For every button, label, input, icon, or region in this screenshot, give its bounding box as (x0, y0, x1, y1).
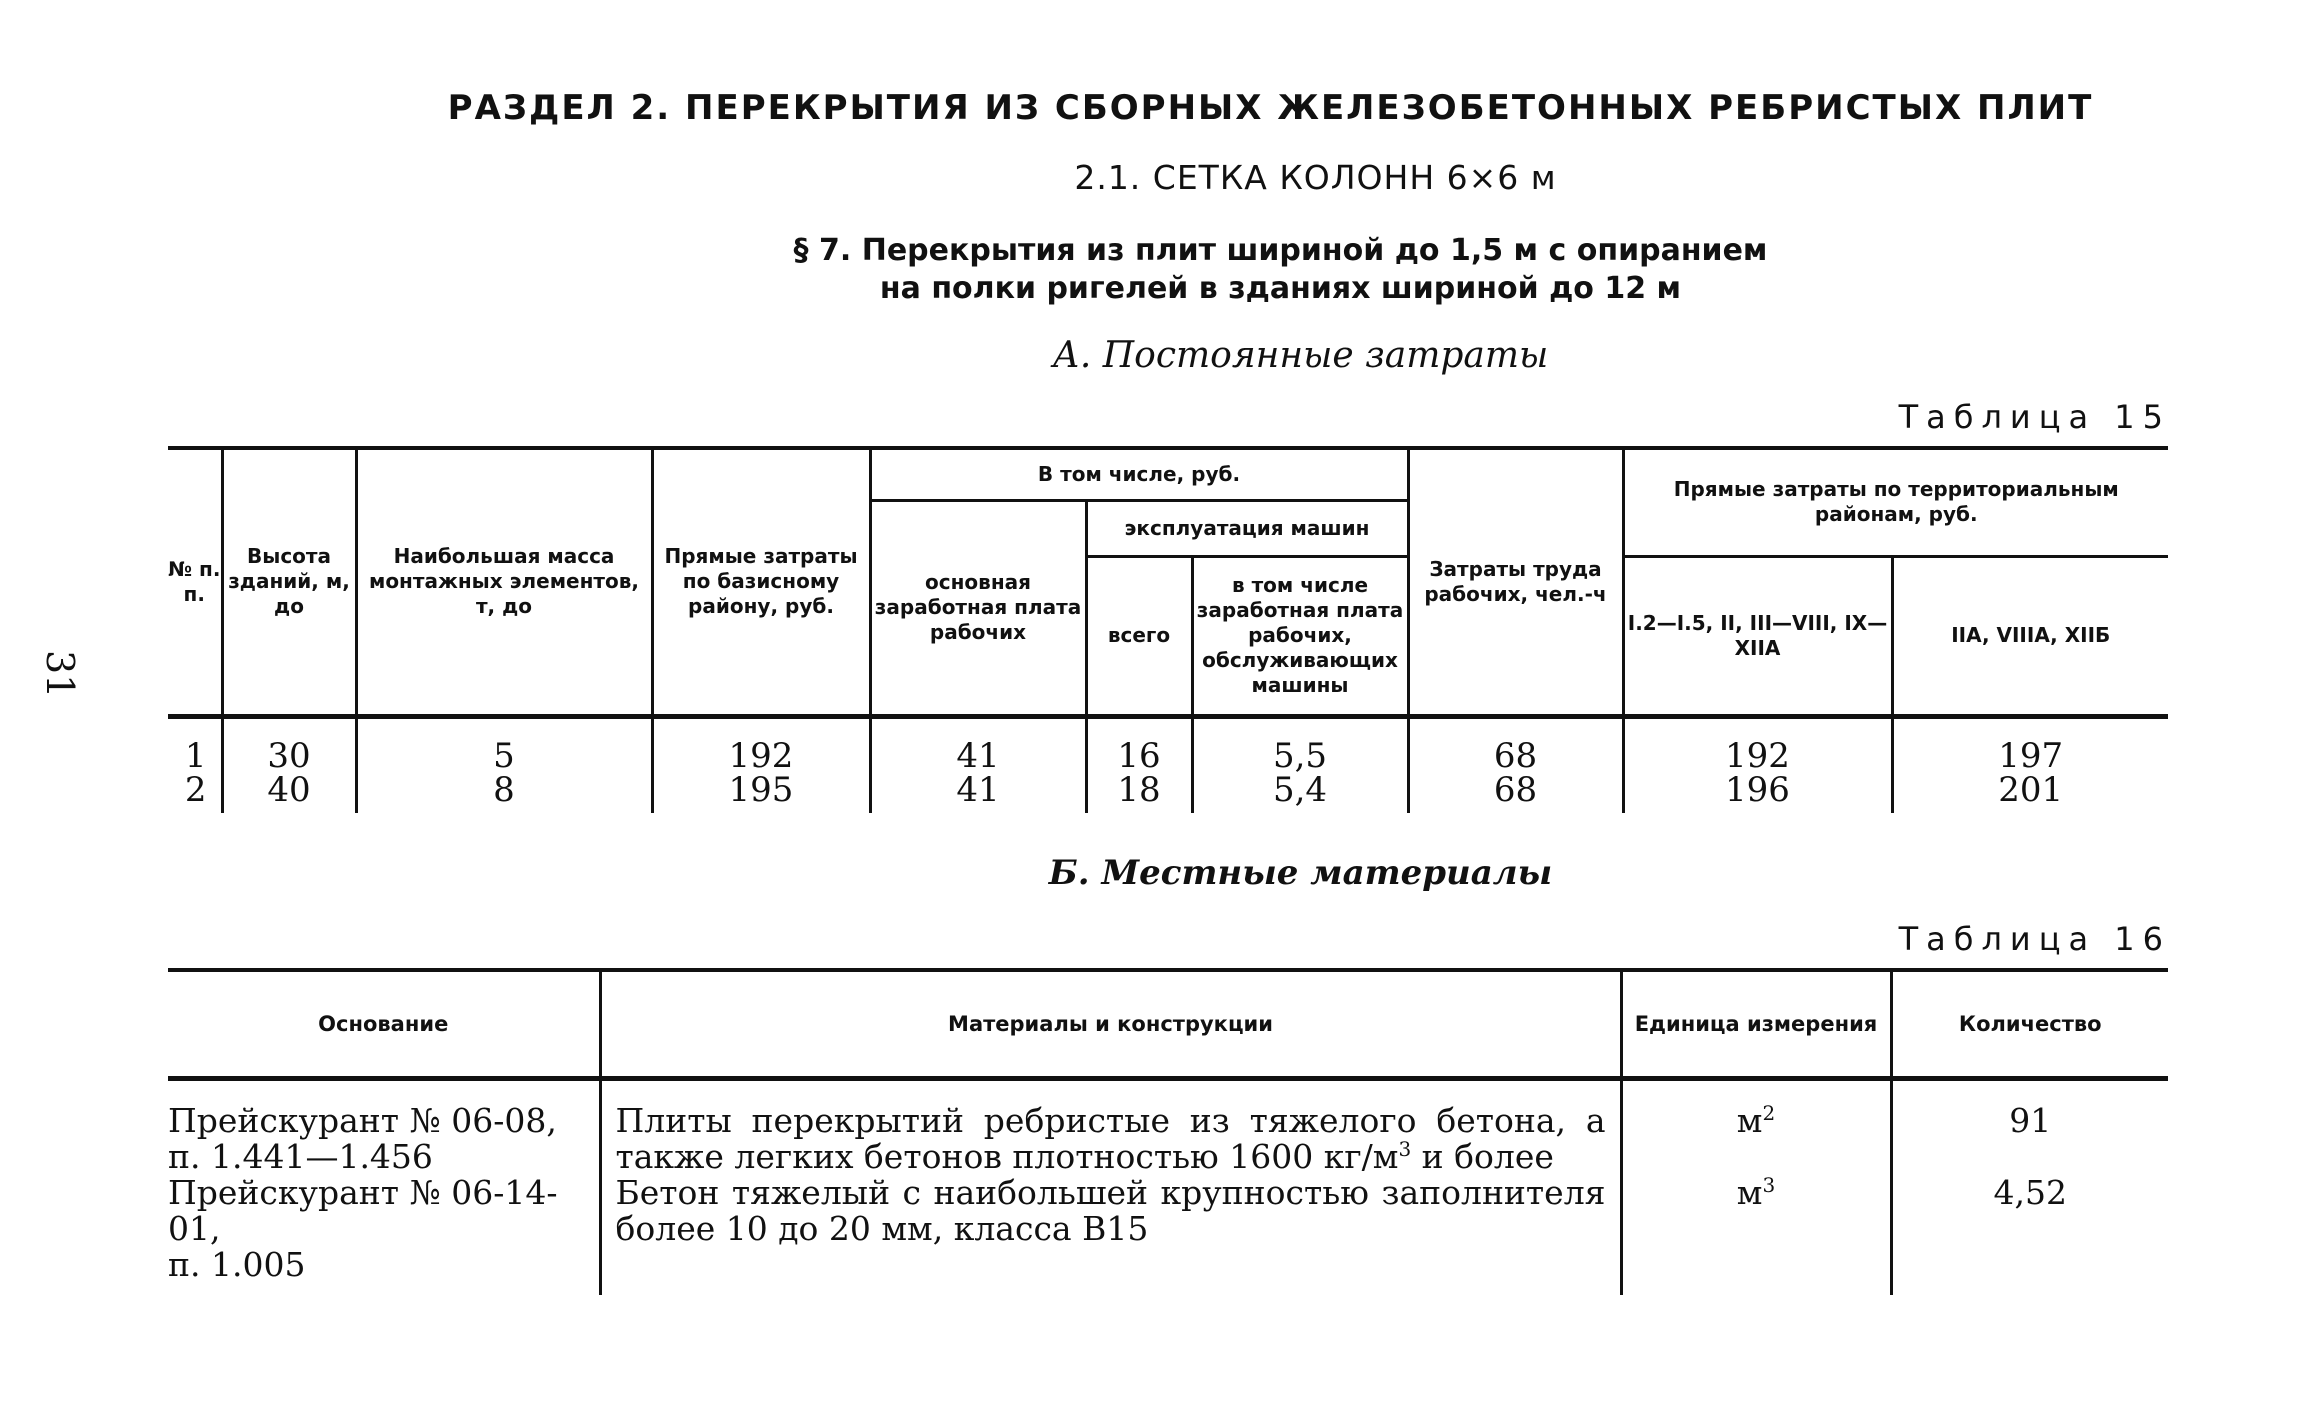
header-region1: I.2—I.5, II, III—VIII, IX—XIIA (1623, 556, 1892, 716)
unit-text: м (1736, 1101, 1763, 1140)
cell-num: 2 (184, 769, 207, 810)
cell-region2: 197 (1892, 716, 2168, 773)
cell-region1: 196 (1623, 773, 1892, 813)
header-height: Высота зданий, м, до (222, 448, 356, 716)
table15-label: Таблица 15 (1898, 398, 2171, 436)
cell-num: 1 (184, 735, 207, 776)
cell-height: 30 (222, 716, 356, 773)
material-tail: и более (1411, 1137, 1554, 1176)
header-including: В том числе, руб. (870, 448, 1408, 500)
table16 (168, 968, 2168, 1295)
header-labor: Затраты труда рабочих, чел.-ч (1408, 448, 1623, 716)
table15 (168, 446, 2168, 813)
cell-machine-wages: 5,4 (1192, 773, 1408, 813)
cell-material (600, 1175, 1621, 1295)
cell-wages: 41 (870, 773, 1086, 813)
page-number: 31 (38, 650, 82, 699)
material-text: Плиты перекрытий ребристые из тяжелого бетона, а также легких бетонов плотностью 1600 кг/м (615, 1101, 1606, 1176)
cell-basis (168, 1079, 600, 1176)
basis-line2: п. 1.441—1.456 (168, 1137, 433, 1176)
header-machines-total: всего (1086, 556, 1192, 716)
cell-material (600, 1079, 1621, 1176)
header-basis: Основание (168, 970, 600, 1079)
header-regional: Прямые затраты по территориальным районам, руб. (1623, 448, 2168, 556)
cell-mass: 5 (356, 716, 652, 773)
header-machine-wages: в том числе заработная плата рабочих, обслуживающих машины (1192, 556, 1408, 716)
basis-line1: Прейскурант № 06-08, (168, 1101, 557, 1140)
cell-labor: 68 (1408, 773, 1623, 813)
paragraph-title-line1: § 7. Перекрытия из плит шириной до 1,5 м с опиранием (793, 233, 1768, 268)
header-quantity: Количество (1891, 970, 2168, 1079)
table-row (168, 1079, 2168, 1176)
table-row (168, 716, 2168, 773)
cell-quantity: 91 (1891, 1079, 2168, 1176)
basis-line2: п. 1.005 (168, 1245, 306, 1284)
cell-direct: 195 (652, 773, 870, 813)
unit-sup: 3 (1762, 1173, 1776, 1197)
paragraph-title-line2: на полки ригелей в зданиях шириной до 12 м (879, 271, 1682, 306)
cell-direct: 192 (652, 716, 870, 773)
header-machines: эксплуатация машин (1086, 500, 1408, 556)
header-materials: Материалы и конструкции (600, 970, 1621, 1079)
header-region2: IIA, VIIIA, XIIБ (1892, 556, 2168, 716)
cell-total: 18 (1086, 773, 1192, 813)
cell-basis (168, 1175, 600, 1295)
cell-mass: 8 (356, 773, 652, 813)
cell-unit (1621, 1175, 1891, 1295)
table16-label: Таблица 16 (1898, 920, 2171, 958)
header-direct-costs: Прямые затраты по базисному району, руб. (652, 448, 870, 716)
cell-region1: 192 (1623, 716, 1892, 773)
cell-wages: 41 (870, 716, 1086, 773)
unit-sup: 2 (1762, 1101, 1776, 1125)
material-sup: 3 (1398, 1137, 1412, 1161)
header-unit: Единица измерения (1621, 970, 1891, 1079)
cell-total: 16 (1086, 716, 1192, 773)
section-title: РАЗДЕЛ 2. ПЕРЕКРЫТИЯ ИЗ СБОРНЫХ ЖЕЛЕЗОБЕТОННЫХ РЕБРИСТЫХ ПЛИТ (447, 88, 2094, 128)
part-b-title: Б. Местные материалы (1048, 853, 1553, 893)
cell-machine-wages: 5,5 (1192, 716, 1408, 773)
cell-region2: 201 (1892, 773, 2168, 813)
part-a-title: А. Постоянные затраты (1052, 335, 1549, 376)
header-mass: Наибольшая масса монтажных элементов, т, до (356, 448, 652, 716)
table-row (168, 1175, 2168, 1295)
cell-labor: 68 (1408, 716, 1623, 773)
header-num: № п. п. (168, 448, 222, 716)
basis-line1: Прейскурант № 06-14-01, (168, 1173, 558, 1248)
cell-height: 40 (222, 773, 356, 813)
paragraph-title (130, 232, 2301, 308)
table-row (168, 773, 2168, 813)
cell-unit (1621, 1079, 1891, 1176)
cell-quantity: 4,52 (1891, 1175, 2168, 1295)
subsection-title: 2.1. СЕТКА КОЛОНН 6×6 м (1074, 158, 1557, 197)
unit-text: м (1736, 1173, 1763, 1212)
material-text: Бетон тяжелый с наибольшей крупностью заполнителя более 10 до 20 мм, класса В15 (615, 1173, 1606, 1248)
header-wages: основная заработная плата рабочих (870, 500, 1086, 716)
